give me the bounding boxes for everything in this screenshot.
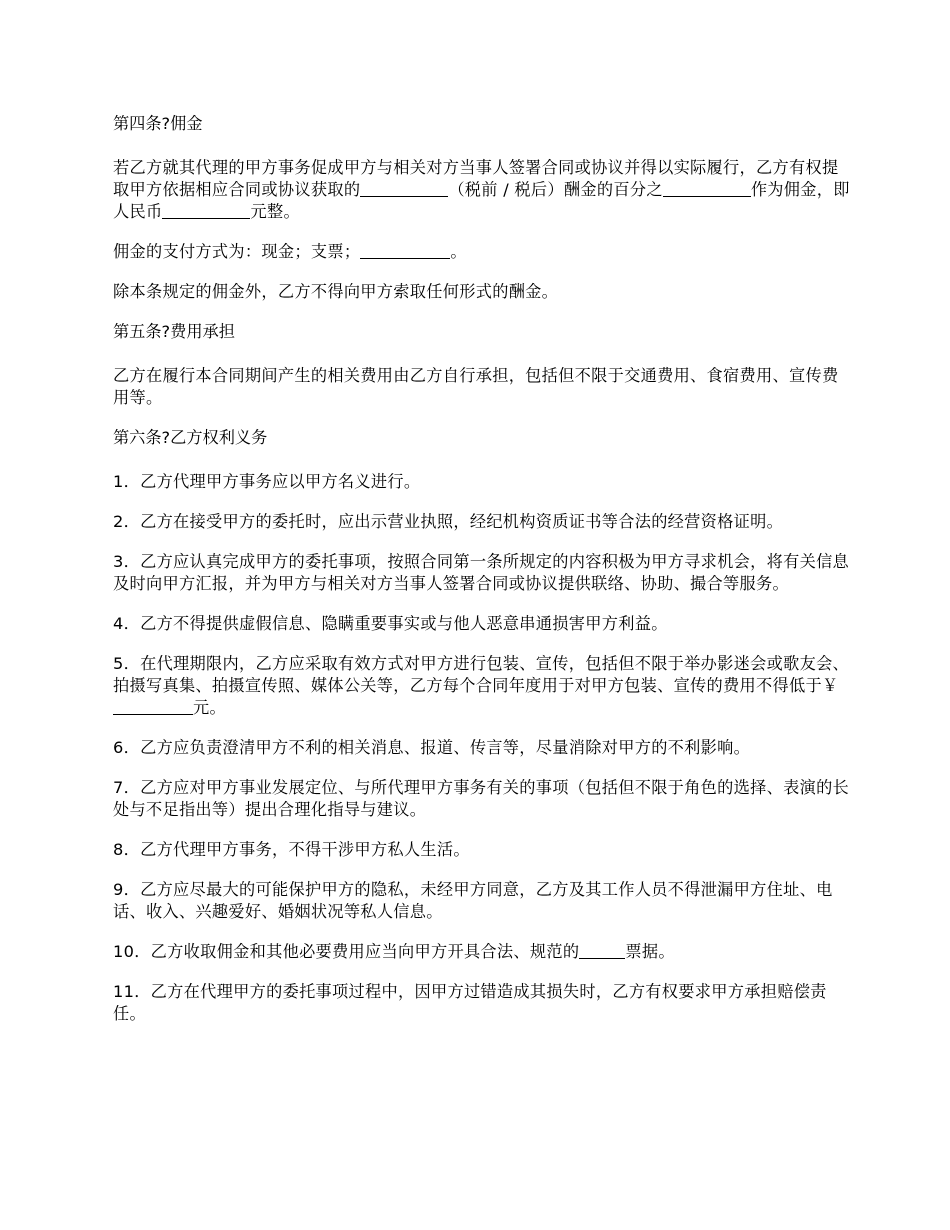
text-segment: 元。 <box>193 698 226 717</box>
text-segment: 5．在代理期限内，乙方应采取有效方式对甲方进行包装、宣传，包括但不限于举办影迷会或歌友会、拍摄写真集、拍摄宣传照、媒体公关等，乙方每个合同年度用于对甲方包装、宣传的费用不得低于￥ <box>113 654 850 695</box>
list-item <box>113 653 850 719</box>
list-item: 3．乙方应认真完成甲方的委托事项，按照合同第一条所规定的内容积极为甲方寻求机会，将有关信息及时向甲方汇报，并为甲方与相关对方当事人签署合同或协议提供联络、协助、撮合等服务。 <box>113 552 850 593</box>
text-segment: 10．乙方收取佣金和其他必要费用应当向甲方开具合法、规范的 <box>113 942 580 961</box>
article-5-paragraph-1: 乙方在履行本合同期间产生的相关费用由乙方自行承担，包括但不限于交通费用、食宿费用、宣传费用等。 <box>113 366 839 407</box>
blank-line[interactable] <box>663 179 671 197</box>
blank-line[interactable] <box>113 697 193 715</box>
article-4-paragraph-1 <box>113 157 850 223</box>
list-item: 7．乙方应对甲方事业发展定位、与所代理甲方事务有关的事项（包括但不限于角色的选择、表演的长处与不足指出等）提出合理化指导与建议。 <box>113 778 850 819</box>
article-5-title: 第五条?费用承担 <box>113 322 235 341</box>
text-segment: 若乙方就其代理的甲方事务促成甲方与相关对方当事人签署合同或协议并得以实际履行，乙方有权提取甲方依据相应合同或协议获取的 <box>113 158 839 199</box>
list-item: 6．乙方应负责澄清甲方不利的相关消息、报道、传言等，尽量消除对甲方的不利影响。 <box>113 738 751 757</box>
blank-line[interactable] <box>360 241 450 259</box>
list-item <box>113 941 850 963</box>
text-segment: 票据。 <box>625 942 675 961</box>
text-segment: 作为佣金，即人民币 <box>113 180 850 221</box>
list-item: 11．乙方在代理甲方的委托事项过程中，因甲方过错造成其损失时，乙方有权要求甲方承担赔偿责任。 <box>113 982 827 1023</box>
list-item: 1．乙方代理甲方事务应以甲方名义进行。 <box>113 472 421 491</box>
blank-line[interactable] <box>162 201 250 219</box>
text-segment: （税前 / 税后）酬金的百分之 <box>448 180 663 199</box>
list-item: 8．乙方代理甲方事务，不得干涉甲方私人生活。 <box>113 840 470 859</box>
blank-line[interactable] <box>579 941 625 959</box>
text-segment: 。 <box>450 242 467 261</box>
text-segment: 元整。 <box>250 202 300 221</box>
list-item: 4．乙方不得提供虚假信息、隐瞒重要事实或与他人恶意串通损害甲方利益。 <box>113 614 668 633</box>
article-4-title: 第四条?佣金 <box>113 114 203 133</box>
blank-line[interactable] <box>671 179 751 197</box>
list-item: 9．乙方应尽最大的可能保护甲方的隐私，未经甲方同意，乙方及其工作人员不得泄漏甲方住址、电话、收入、兴趣爱好、婚姻状况等私人信息。 <box>113 880 833 921</box>
article-4-paragraph-2 <box>113 241 850 263</box>
list-item: 2．乙方在接受甲方的委托时，应出示营业执照，经纪机构资质证书等合法的经营资格证明。 <box>113 512 784 531</box>
text-segment: 佣金的支付方式为：现金；支票； <box>113 242 361 261</box>
blank-line[interactable] <box>360 179 448 197</box>
article-6-title: 第六条?乙方权利义务 <box>113 428 268 447</box>
article-4-paragraph-3: 除本条规定的佣金外，乙方不得向甲方索取任何形式的酬金。 <box>113 282 559 301</box>
